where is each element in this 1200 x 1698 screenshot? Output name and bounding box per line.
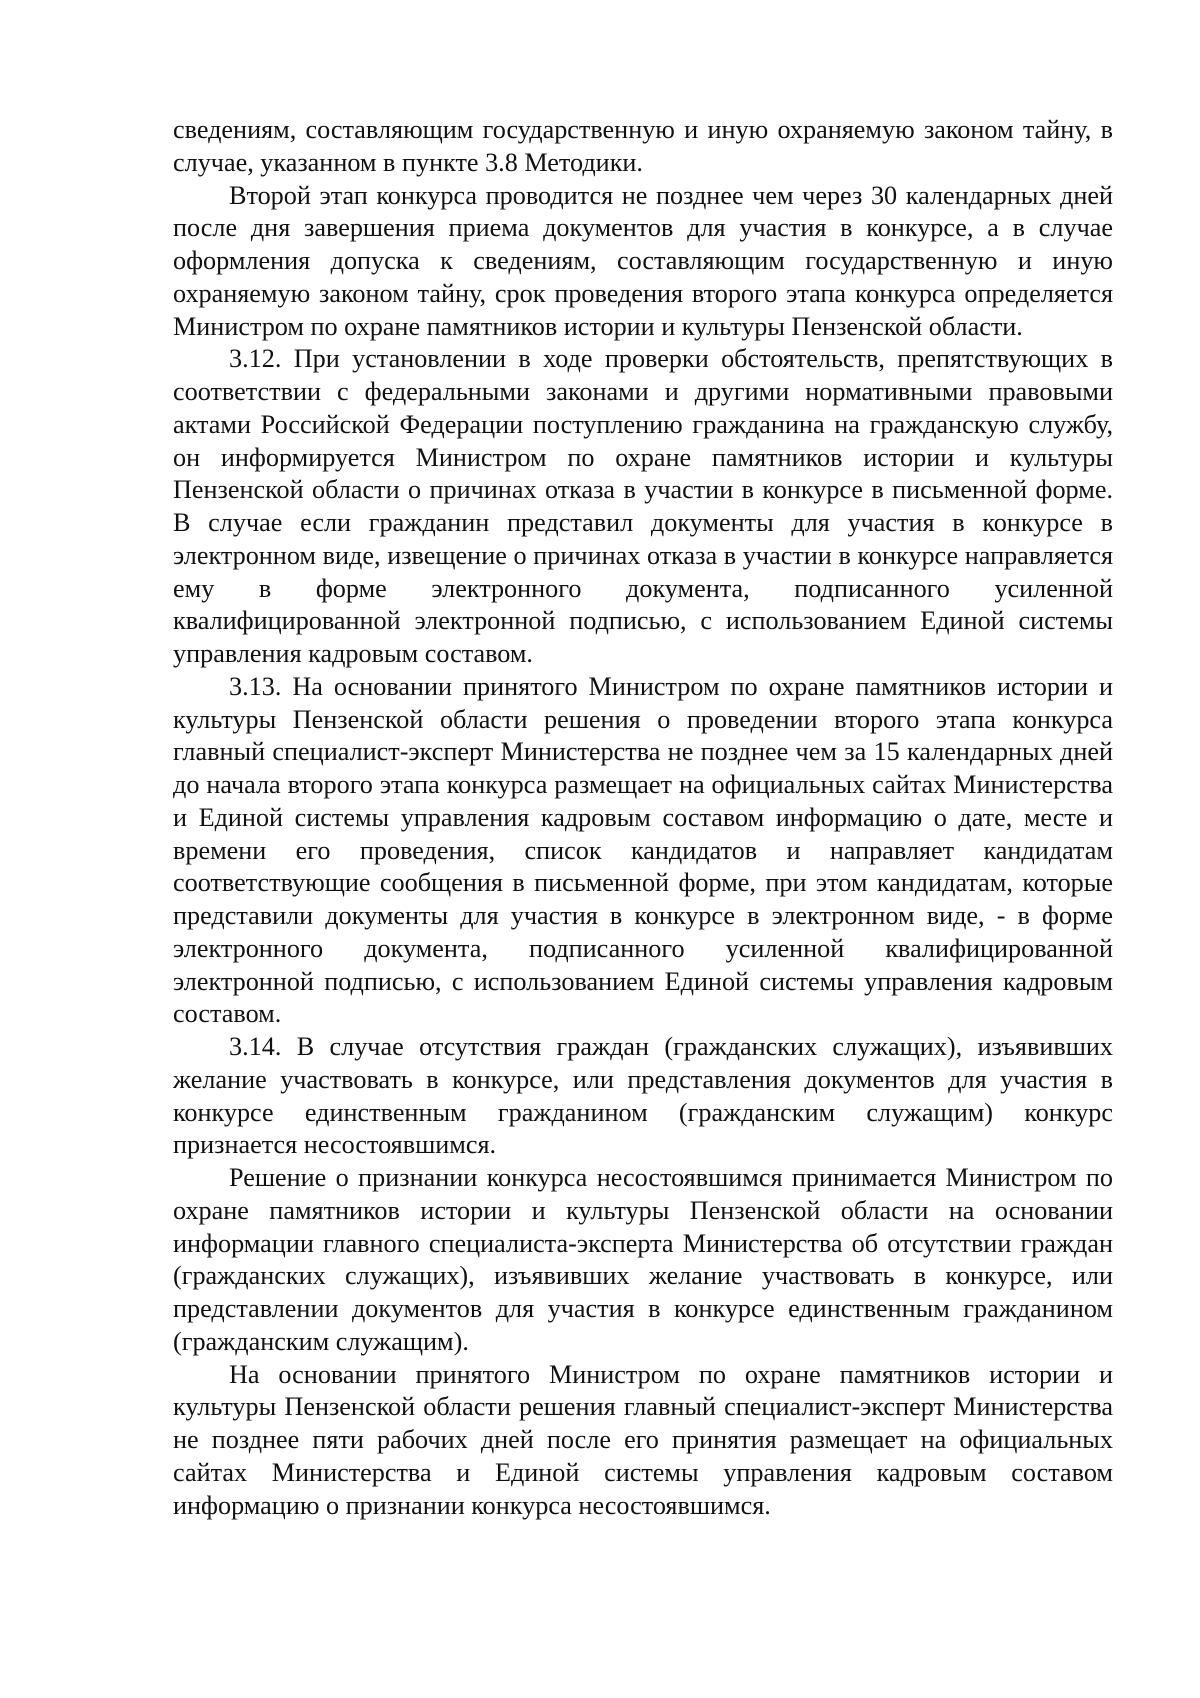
paragraph-decision: Решение о признании конкурса несостоявшимся принимается Министром по охране памятников истории и культуры Пензенской области на основании информации главного специалиста-эксперта Министерства об отсутствии граждан (гражданских служащих), изъявивших желание участвовать в конкурсе, или представлении документов для участия в конкурсе единственным гражданином (гражданским служащим). [173, 1163, 1113, 1356]
paragraph-3-14: 3.14. В случае отсутствия граждан (гражданских служащих), изъявивших желание участвовать в конкурсе, или представления документов для участия в конкурсе единственным гражданином (гражданским служащим) конкурс признается несостоявшимся. [173, 1032, 1113, 1160]
paragraph-continuation: сведениям, составляющим государственную и иную охраняемую законом тайну, в случае, указанном в пункте 3.8 Методики. [173, 115, 1113, 177]
paragraph-second-stage-timing: Второй этап конкурса проводится не позднее чем через 30 календарных дней после дня завершения приема документов для участия в конкурсе, а в случае оформления допуска к сведениям, составляющим государственную и иную охраняемую законом тайну, срок проведения второго этапа конкурса определяется Министром по охране памятников истории и культуры Пензенской области. [173, 180, 1113, 341]
paragraph-3-12: 3.12. При установлении в ходе проверки обстоятельств, препятствующих в соответствии с федеральными законами и другими нормативными правовыми актами Российской Федерации поступлению гражданина на гражданскую службу, он информируется Министром по охране памятников истории и культуры Пензенской области о причинах отказа в участии в конкурсе в письменной форме. В случае если гражданин представил документы для участия в конкурсе в электронном виде, извещение о причинах отказа в участии в конкурсе направляется ему в форме электронного документа, подписанного усиленной квалифицированной электронной подписью, с использованием Единой системы управления кадровым составом. [173, 344, 1113, 668]
paragraph-publication: На основании принятого Министром по охране памятников истории и культуры Пензенской области решения главный специалист-эксперт Министерства не позднее пяти рабочих дней после его принятия размещает на официальных сайтах Министерства и Единой системы управления кадровым составом информацию о признании конкурса несостоявшимся. [173, 1359, 1113, 1520]
document-body [173, 114, 1113, 1522]
paragraph-3-13: 3.13. На основании принятого Министром по охране памятников истории и культуры Пензенской области решения о проведении второго этапа конкурса главный специалист-эксперт Министерства не позднее чем за 15 календарных дней до начала второго этапа конкурса размещает на официальных сайтах Министерства и Единой системы управления кадровым составом информацию о дате, месте и времени его проведения, список кандидатов и направляет кандидатам соответствующие сообщения в письменной форме, при этом кандидатам, которые представили документы для участия в конкурсе в электронном виде, - в форме электронного документа, подписанного усиленной квалифицированной электронной подписью, с использованием Единой системы управления кадровым составом. [173, 671, 1113, 1029]
